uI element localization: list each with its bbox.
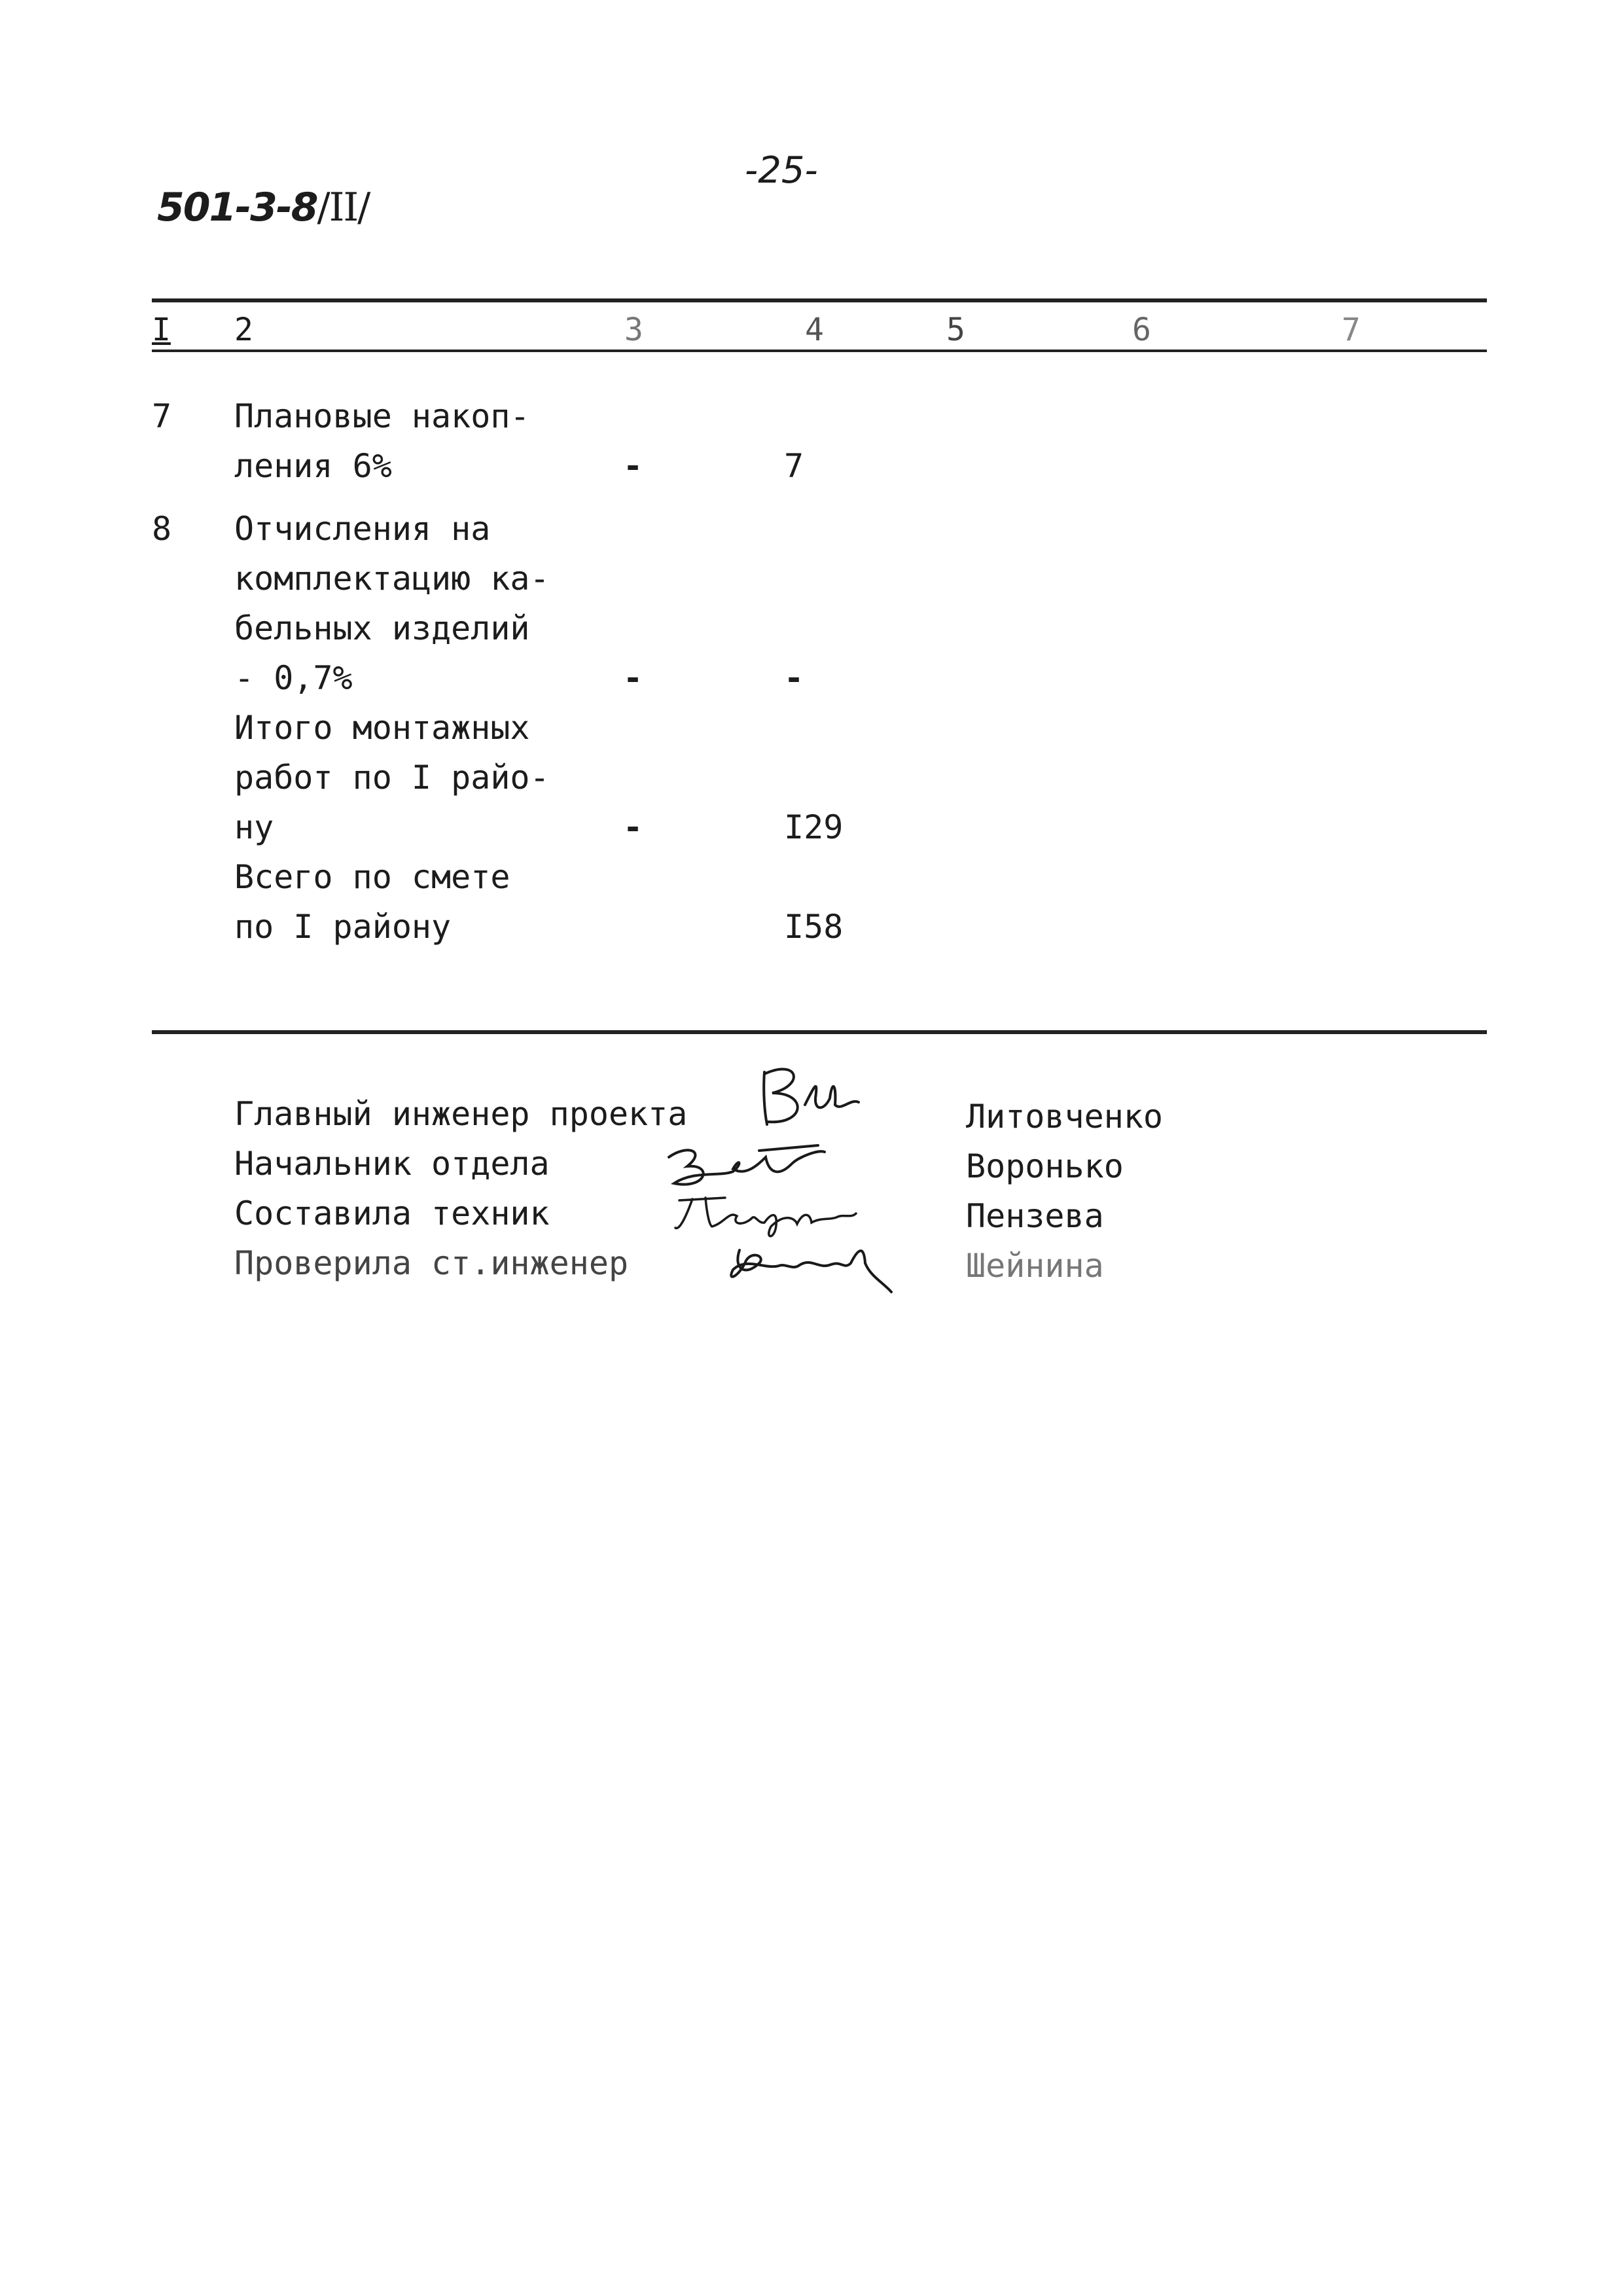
row-description-line: бельных изделий	[234, 609, 530, 647]
table-bottom-rule	[152, 1030, 1487, 1034]
row-description-line: Плановые накоп-	[234, 397, 530, 435]
row-description-line: Итого монтажных	[234, 709, 530, 747]
document-code-suffix: /II/	[317, 185, 370, 230]
column-number-4: 4	[805, 312, 824, 348]
row-col3-value: -	[623, 659, 643, 697]
row-description-line: ления 6%	[234, 447, 392, 485]
column-number-1: I	[152, 312, 171, 348]
handwritten-signature-4	[720, 1230, 903, 1302]
row-col4-value: I58	[784, 908, 844, 946]
row-col4-value: I29	[784, 808, 844, 846]
row-description-line: ну	[234, 808, 274, 846]
row-description-line: - 0,7%	[234, 659, 353, 697]
signature-name: Шейнина	[966, 1247, 1104, 1285]
row-description-line: Всего по смете	[234, 858, 510, 896]
signature-name: Воронько	[966, 1147, 1124, 1185]
row-description-line: по I району	[234, 908, 452, 946]
column-number-5: 5	[946, 312, 965, 348]
row-col3-value: -	[623, 808, 643, 846]
row-description	[234, 391, 530, 491]
row-description	[234, 504, 550, 703]
row-col4-value: -	[784, 659, 804, 697]
signature-name: Пензева	[966, 1197, 1104, 1235]
column-number-7: 7	[1342, 312, 1361, 348]
row-col4-value: 7	[784, 447, 804, 485]
column-number-3: 3	[624, 312, 643, 348]
header-bottom-rule	[152, 350, 1487, 352]
row-description	[234, 703, 550, 852]
row-description	[234, 852, 510, 952]
row-col3-value: -	[623, 447, 643, 485]
document-code	[157, 185, 369, 230]
row-description-line: работ по I райо-	[234, 759, 550, 797]
signature-role-label: Проверила ст.инженер	[234, 1244, 629, 1282]
column-number-6: 6	[1132, 312, 1151, 348]
signature-role-label: Составила техник	[234, 1194, 550, 1232]
table-top-rule	[152, 298, 1487, 302]
handwritten-signature-1	[753, 1059, 870, 1131]
document-code-number: 501-3-8	[157, 185, 317, 230]
column-number-2: 2	[234, 312, 253, 348]
signature-role-label: Начальник отдела	[234, 1145, 550, 1183]
page-number: -25-	[745, 149, 818, 192]
row-description-line: Отчисления на	[234, 510, 491, 548]
signature-role-label: Главный инженер проекта	[234, 1095, 688, 1133]
row-number: 8	[152, 510, 172, 548]
signature-name: Литовченко	[966, 1098, 1164, 1136]
row-description-line: комплектацию ка-	[234, 560, 550, 598]
row-number: 7	[152, 397, 172, 435]
